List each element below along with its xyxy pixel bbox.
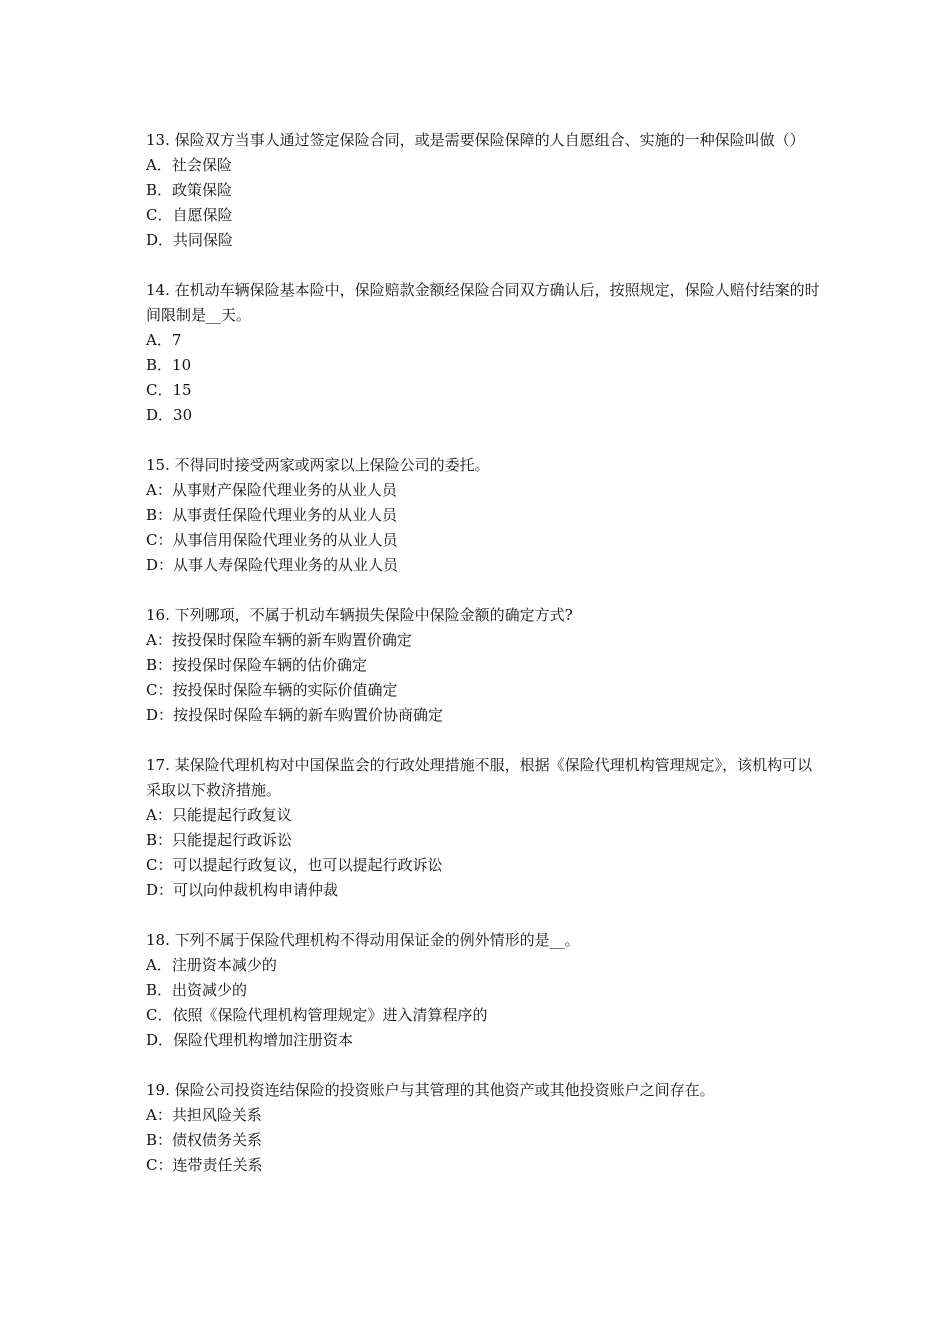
question-stem: 19. 保险公司投资连结保险的投资账户与其管理的其他资产或其他投资账户之间存在。: [146, 1081, 715, 1099]
question-13: [146, 128, 826, 253]
option-a: A：按投保时保险车辆的新车购置价确定: [146, 631, 412, 649]
option-a: A：从事财产保险代理业务的从业人员: [146, 481, 397, 499]
option-b: B：只能提起行政诉讼: [146, 831, 293, 849]
option-b: B：从事责任保险代理业务的从业人员: [146, 506, 398, 524]
option-a: A．社会保险: [146, 156, 232, 174]
question-stem: 18. 下列不属于保险代理机构不得动用保证金的例外情形的是__。: [146, 931, 580, 949]
option-c: C：按投保时保险车辆的实际价值确定: [146, 681, 398, 699]
option-a: A：共担风险关系: [146, 1106, 262, 1124]
option-c: C：从事信用保险代理业务的从业人员: [146, 531, 398, 549]
question-stem: 14. 在机动车辆保险基本险中，保险赔款金额经保险合同双方确认后，按照规定，保险人赔付结案的时间限制是__天。: [146, 281, 820, 324]
option-c: C．自愿保险: [146, 206, 233, 224]
option-c: C：连带责任关系: [146, 1156, 263, 1174]
question-16: [146, 603, 826, 728]
question-15: [146, 453, 826, 578]
option-c: C．15: [146, 381, 192, 399]
question-14: [146, 278, 826, 428]
option-b: B．10: [146, 356, 192, 374]
option-d: D：按投保时保险车辆的新车购置价协商确定: [146, 706, 444, 724]
question-stem: 17. 某保险代理机构对中国保监会的行政处理措施不服，根据《保险代理机构管理规定》，该机构可以采取以下救济措施。: [146, 756, 813, 799]
question-stem: 13. 保险双方当事人通过签定保险合同，或是需要保险保障的人自愿组合、实施的一种保险叫做（）: [146, 131, 805, 149]
question-stem: 15. 不得同时接受两家或两家以上保险公司的委托。: [146, 456, 490, 474]
option-d: D．保险代理机构增加注册资本: [146, 1031, 354, 1049]
option-d: D：从事人寿保险代理业务的从业人员: [146, 556, 399, 574]
option-b: B：按投保时保险车辆的估价确定: [146, 656, 368, 674]
option-a: A．7: [146, 331, 182, 349]
question-stem: 16. 下列哪项，不属于机动车辆损失保险中保险金额的确定方式?: [146, 606, 573, 624]
option-d: D：可以向仲裁机构申请仲裁: [146, 881, 339, 899]
option-a: A．注册资本减少的: [146, 956, 277, 974]
option-b: B．政策保险: [146, 181, 233, 199]
question-list: [146, 128, 826, 1203]
option-b: B．出资减少的: [146, 981, 248, 999]
option-a: A：只能提起行政复议: [146, 806, 292, 824]
question-18: [146, 928, 826, 1053]
option-d: D．共同保险: [146, 231, 234, 249]
option-b: B：债权债务关系: [146, 1131, 263, 1149]
option-c: C：可以提起行政复议，也可以提起行政诉讼: [146, 856, 443, 874]
option-c: C．依照《保险代理机构管理规定》进入清算程序的: [146, 1006, 488, 1024]
question-17: [146, 753, 826, 903]
option-d: D．30: [146, 406, 193, 424]
question-19: [146, 1078, 826, 1178]
